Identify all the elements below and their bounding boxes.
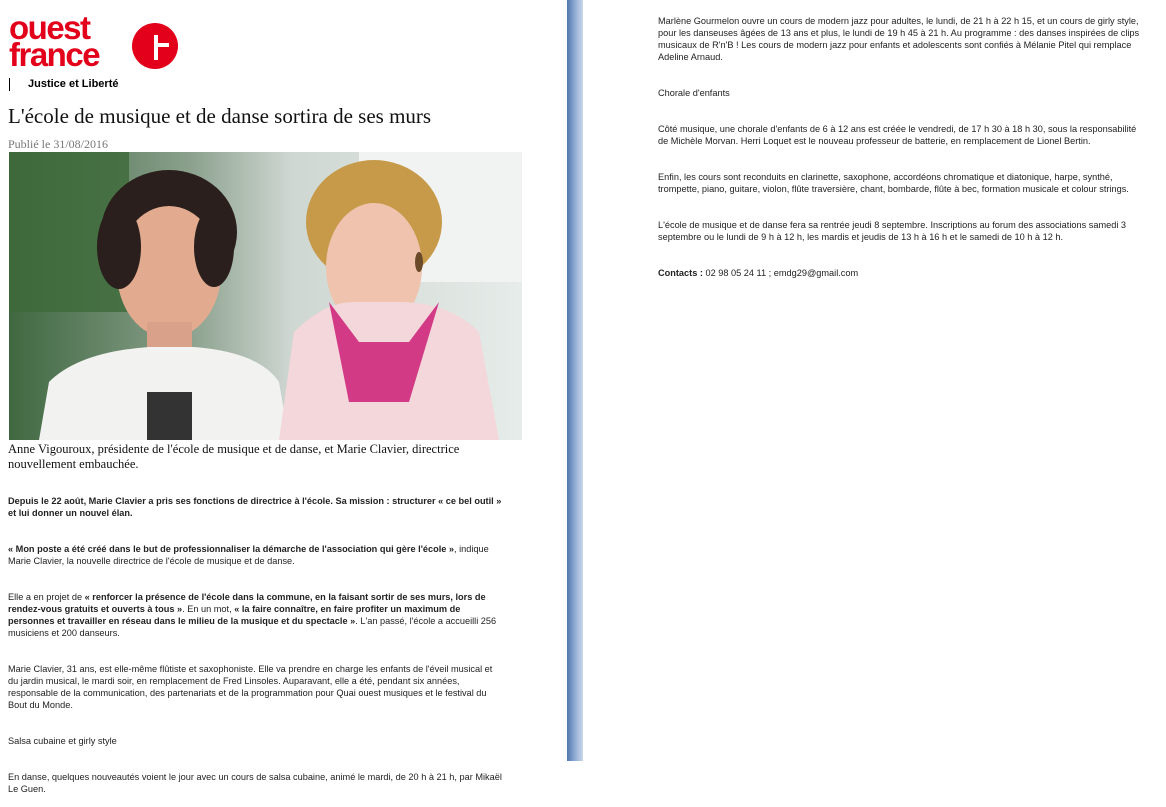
paragraph [8,591,503,639]
paragraph-text: . L'an passé, l'école a accueilli 256 musiciens et 200 danseurs. [8,616,497,638]
article-lead [8,495,503,519]
paragraph: En danse, quelques nouveautés voient le jour avec un cours de salsa cubaine, animé le mardi, de 20 h à 21 h, par Mikaël Le Guen. [8,772,502,794]
paragraph: Côté musique, une chorale d'enfants de 6 à 12 ans est créée le vendredi, de 17 h 30 à 18 h 30, sous la responsabilité de Michèle Morvan. Herri Loquet est le nouveau professeur de batterie, en remplacement de Lionel Bertin. [658,124,1137,146]
contacts-label: Contacts : [658,268,703,278]
paragraph-text: . En un mot, [182,604,235,614]
logo-circle-icon [132,23,178,69]
logo-wordmark [9,9,100,73]
photo-caption: Anne Vigouroux, présidente de l'école de musique et de danse, et Marie Clavier, directrice nouvellement embauchée. [8,442,460,471]
quote-bold: « la faire connaître, en faire profiter un maximum de personnes et travailler en réseau dans le milieu de la musique et du spectacle » [8,604,461,626]
logo-tagline: Justice et Liberté [28,78,119,90]
logo-divider [9,78,10,91]
publication-date: Publié le 31/08/2016 [8,137,108,151]
contacts-value: 02 98 05 24 11 ; emdg29@gmail.com [702,268,859,278]
paragraph-text: Elle a en projet de [8,592,85,602]
ouest-france-logo [9,9,179,94]
logo-line-2: france [9,36,100,73]
document-page-left [0,0,567,794]
document-page-right [583,0,1166,761]
article-photo [9,152,522,440]
paragraph: Marie Clavier, 31 ans, est elle-même flûtiste et saxophoniste. Elle va prendre en charge les enfants de l'éveil musical et du jardin musical, le mardi soir, en remplacement de Fred Linsoles. Auparavant, elle a été, pendant six années, responsable de la communication, des partenariats et de la programmation pour Quai ouest musiques et le festival du Bout du Monde. [8,664,493,710]
paragraph: Enfin, les cours sont reconduits en clarinette, saxophone, accordéons chromatique et diatonique, harpe, synthé, trompette, piano, guitare, violon, flûte traversière, chant, bombarde, flûte à bec, formation musicale et colour strings. [658,172,1129,194]
paragraph [8,543,503,567]
section-subheading: Salsa cubaine et girly style [8,736,117,746]
contacts-line [658,267,1148,279]
lead-text: Depuis le 22 août, Marie Clavier a pris ses fonctions de directrice à l'école. Sa mission : structurer « ce bel outil » et lui donner un nouvel élan. [8,496,502,518]
logo-line-1: ouest [9,9,90,46]
page-gutter [567,0,583,761]
quote-bold: « renforcer la présence de l'école dans la commune, en la faisant sortir de ses murs, lors de rendez-vous gratuits et ouverts à tous » [8,592,486,614]
article-body-left [8,495,503,807]
paragraph-text: , indique Marie Clavier, la nouvelle directrice de l'école de musique et de danse. [8,544,489,566]
article-body-right [658,15,1148,291]
quote-bold: « Mon poste a été créé dans le but de professionnaliser la démarche de l'association qui gère l'école » [8,544,455,554]
paragraph: L'école de musique et de danse fera sa rentrée jeudi 8 septembre. Inscriptions au forum des associations samedi 3 septembre ou le lundi de 9 h à 12 h, les mardis et jeudis de 13 h à 16 h et le samedi de 10 h à 12 h. [658,220,1127,242]
article-headline: L'école de musique et de danse sortira de ses murs [8,104,432,128]
paragraph: Marlène Gourmelon ouvre un cours de modern jazz pour adultes, le lundi, de 21 h à 22 h 15, et un cours de girly style, pour les danseuses âgées de 13 ans et plus, le lundi de 19 h 45 à 21 h. Au programme : des danses inspirées de clips musicaux de R'n'B ! Les cours de modern jazz pour enfants et adolescents sont confiés à Mélanie Pitel qui remplace Adeline Arnaud. [658,16,1140,62]
section-subheading: Chorale d'enfants [658,88,730,98]
